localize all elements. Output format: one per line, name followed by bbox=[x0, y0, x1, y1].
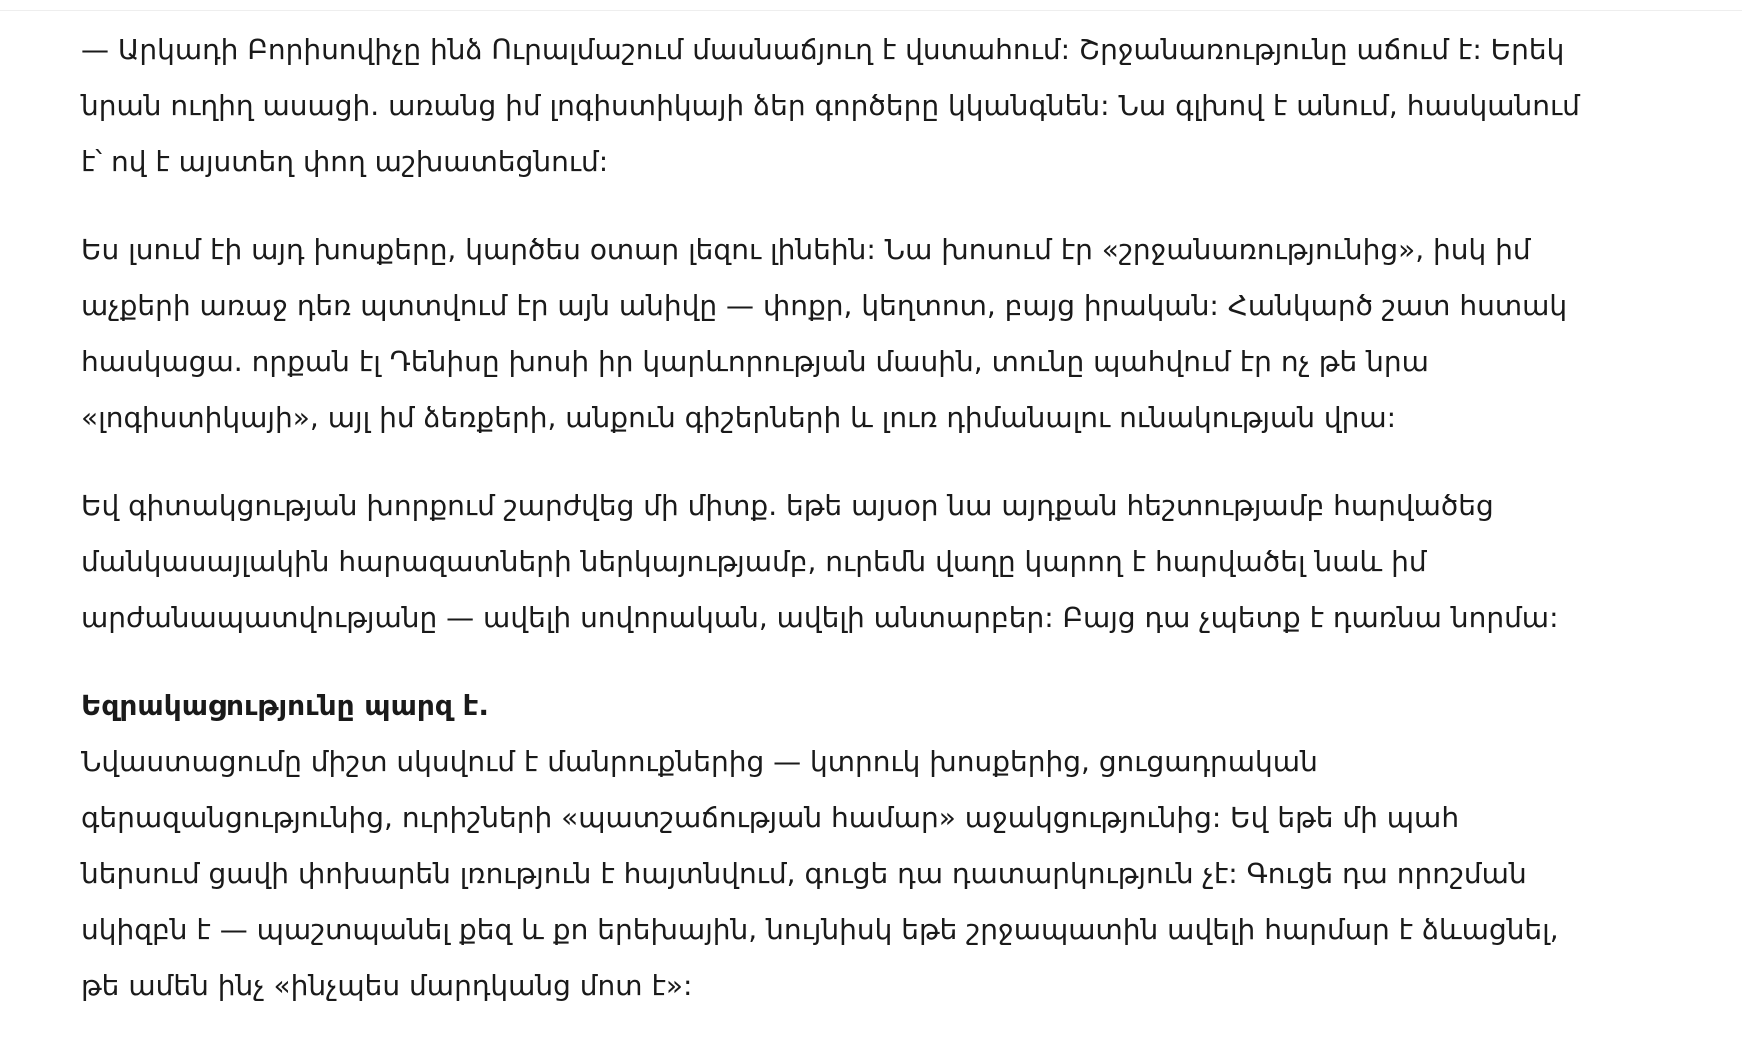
paragraph-1 bbox=[81, 22, 1681, 190]
paragraph-line: սկիզբն է — պաշտպանել քեզ և քո երեխային, նույնիսկ եթե շրջապատին ավելի հարմար է ձևացնել, bbox=[81, 913, 1559, 946]
paragraph-line: գերազանցությունից, ուրիշների «պատշաճության համար» աջակցությունից: Եվ եթե մի պահ bbox=[81, 801, 1460, 834]
paragraph-line: նրան ուղիղ ասացի. առանց իմ լոգիստիկայի ձեր գործերը կկանգնեն: Նա գլխով է անում, հասկանում bbox=[81, 89, 1580, 122]
paragraph-3 bbox=[81, 478, 1681, 646]
paragraph-line: մանկասայլակին հարազատների ներկայությամբ, ուրեմն վաղը կարող է հարվածել նաև իմ bbox=[81, 545, 1427, 578]
top-divider bbox=[0, 10, 1742, 11]
paragraph-line: Եվ գիտակցության խորքում շարժվեց մի միտք. եթե այսօր նա այդքան հեշտությամբ հարվածեց bbox=[81, 489, 1494, 522]
paragraph-line: ներսում ցավի փոխարեն լռություն է հայտնվում, գուցե դա դատարկություն չէ: Գուցե դա որոշման bbox=[81, 857, 1527, 890]
paragraph-2 bbox=[81, 222, 1681, 446]
conclusion-heading: Եզրակացությունը պարզ է. bbox=[81, 689, 490, 722]
paragraph-line: աչքերի առաջ դեռ պտտվում էր այն անիվը — փոքր, կեղտոտ, բայց իրական: Հանկարծ շատ հստակ bbox=[81, 289, 1568, 322]
conclusion-paragraph bbox=[81, 678, 1681, 1014]
paragraph-line: — Արկադի Բորիսովիչը ինձ Ուրալմաշում մասնաճյուղ է վստահում: Շրջանառությունը աճում է: Երեկ bbox=[81, 33, 1565, 66]
article-body bbox=[81, 22, 1681, 1014]
paragraph-line: թե ամեն ինչ «ինչպես մարդկանց մոտ է»: bbox=[81, 969, 693, 1002]
paragraph-line: Նվաստացումը միշտ սկսվում է մանրուքներից — կտրուկ խոսքերից, ցուցադրական bbox=[81, 745, 1318, 778]
paragraph-line: է՝ ով է այստեղ փող աշխատեցնում: bbox=[81, 145, 609, 178]
paragraph-line: հասկացա. որքան էլ Դենիսը խոսի իր կարևորության մասին, տունը պահվում էր ոչ թե նրա bbox=[81, 345, 1429, 378]
paragraph-line: «լոգիստիկայի», այլ իմ ձեռքերի, անքուն գիշերների և լուռ դիմանալու ունակության վրա: bbox=[81, 401, 1397, 434]
paragraph-line: արժանապատվությանը — ավելի սովորական, ավելի անտարբեր: Բայց դա չպետք է դառնա նորմա: bbox=[81, 601, 1559, 634]
paragraph-line: Ես լսում էի այդ խոսքերը, կարծես օտար լեզու լինեին: Նա խոսում էր «շրջանառությունից», իսկ իմ bbox=[81, 233, 1531, 266]
